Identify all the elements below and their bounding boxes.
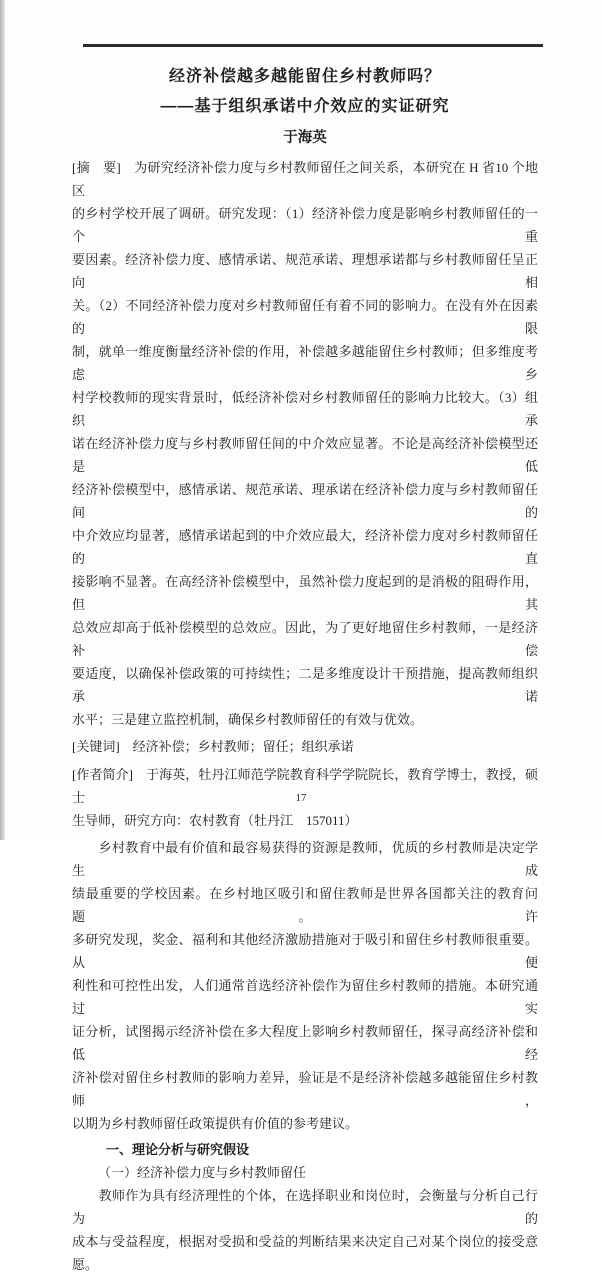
text-line: 证分析，试图揭示经济补偿在多大程度上影响乡村教师留任，探寻高经济补偿和低经 [72,1024,538,1062]
text-line: 教师作为具有经济理性的个体，在选择职业和岗位时，会衡量与分析自己行为的 [72,1188,538,1226]
text-line: 水平；三是建立监控机制，确保乡村教师留任的有效与优效。 [72,712,424,727]
text-line: 村学校教师的现实背景时，低经济补偿对乡村教师留任的影响力比较大。（3）组织承 [72,390,538,428]
text-line: 接影响不显著。在高经济补偿模型中，虽然补偿力度起到的是消极的阻碍作用，但其 [72,574,538,612]
body-paragraph [72,1184,538,1276]
text-line: [摘 要] 为研究经济补偿力度与乡村教师留任之间关系，本研究在 H 省10 个地区 [72,160,538,198]
text-line: 成本与受益程度，根据对受损和受益的判断结果来决定自己对某个岗位的接受意愿。 [72,1234,538,1272]
text-line: 总效应却高于低补偿模型的总效应。因此，为了更好地留住乡村教师，一是经济补偿 [72,620,538,658]
section-heading: 一、理论分析与研究假设 [106,1142,250,1157]
text-line: 制，就单一维度衡量经济补偿的作用，补偿越多越能留住乡村教师；但多维度考虑乡 [72,344,538,382]
header-rule [83,44,543,47]
text-line: 济补偿对留住乡村教师的影响力差异，验证是不是经济补偿越多越能留住乡村教师， [72,1070,538,1108]
title-block [72,66,538,148]
text-line: 关。（2）不同经济补偿力度对乡村教师留任有着不同的影响力。在没有外在因素的限 [72,298,538,336]
text-line: [作者简介] 于海英，牡丹江师范学院教育科学学院院长，教育学博士，教授，硕士 [72,767,538,805]
text-line: 以期为乡村教师留任政策提供有价值的参考建议。 [72,1116,359,1131]
text-line: 中介效应均显著，感情承诺起到的中介效应最大，经济补偿力度对乡村教师留任的直 [72,528,538,566]
text-line: 乡村教育中最有价值和最容易获得的资源是教师，优质的乡村教师是决定学生成 [72,840,538,878]
introduction-paragraph [72,836,538,1135]
page-number: 17 [295,792,307,804]
author-name: 于海英 [283,130,327,146]
text-line: 多研究发现，奖金、福利和其他经济激励措施对于吸引和留住乡村教师很重要。从便 [72,932,538,970]
page-left-scan-edge [0,0,5,840]
paper-subtitle: ——基于组织承诺中介效应的实证研究 [160,98,450,115]
keywords-line: [关键词] 经济补偿；乡村教师；留任；组织承诺 [72,739,354,754]
section-subheading: （一）经济补偿力度与乡村教师留任 [98,1165,307,1180]
page-text-body [72,156,538,1276]
text-line: 经济补偿模型中，感情承诺、规范承诺、理承诺在经济补偿力度与乡村教师留任间的 [72,482,538,520]
text-line: 的乡村学校开展了调研。研究发现：（1）经济补偿力度是影响乡村教师留任的一个重 [72,206,538,244]
text-line: 要因素。经济补偿力度、感情承诺、规范承诺、理想承诺都与乡村教师留任呈正向相 [72,252,538,290]
abstract-paragraph [72,156,538,731]
text-line: 诺在经济补偿力度与乡村教师留任间的中介效应显著。不论是高经济补偿模型还是低 [72,436,538,474]
text-line: 要适度，以确保补偿政策的可持续性；二是多维度设计干预措施，提高教师组织承诺 [72,666,538,704]
text-line: 利性和可控性出发，人们通常首选经济补偿作为留住乡村教师的措施。本研究通过实 [72,978,538,1016]
text-line: 绩最重要的学校因素。在乡村地区吸引和留住教师是世界各国都关注的教育问题。许 [72,886,538,924]
text-line: 生导师，研究方向：农村教育（牡丹江 157011） [72,813,358,828]
paper-title: 经济补偿越多越能留住乡村教师吗？ [168,68,441,85]
